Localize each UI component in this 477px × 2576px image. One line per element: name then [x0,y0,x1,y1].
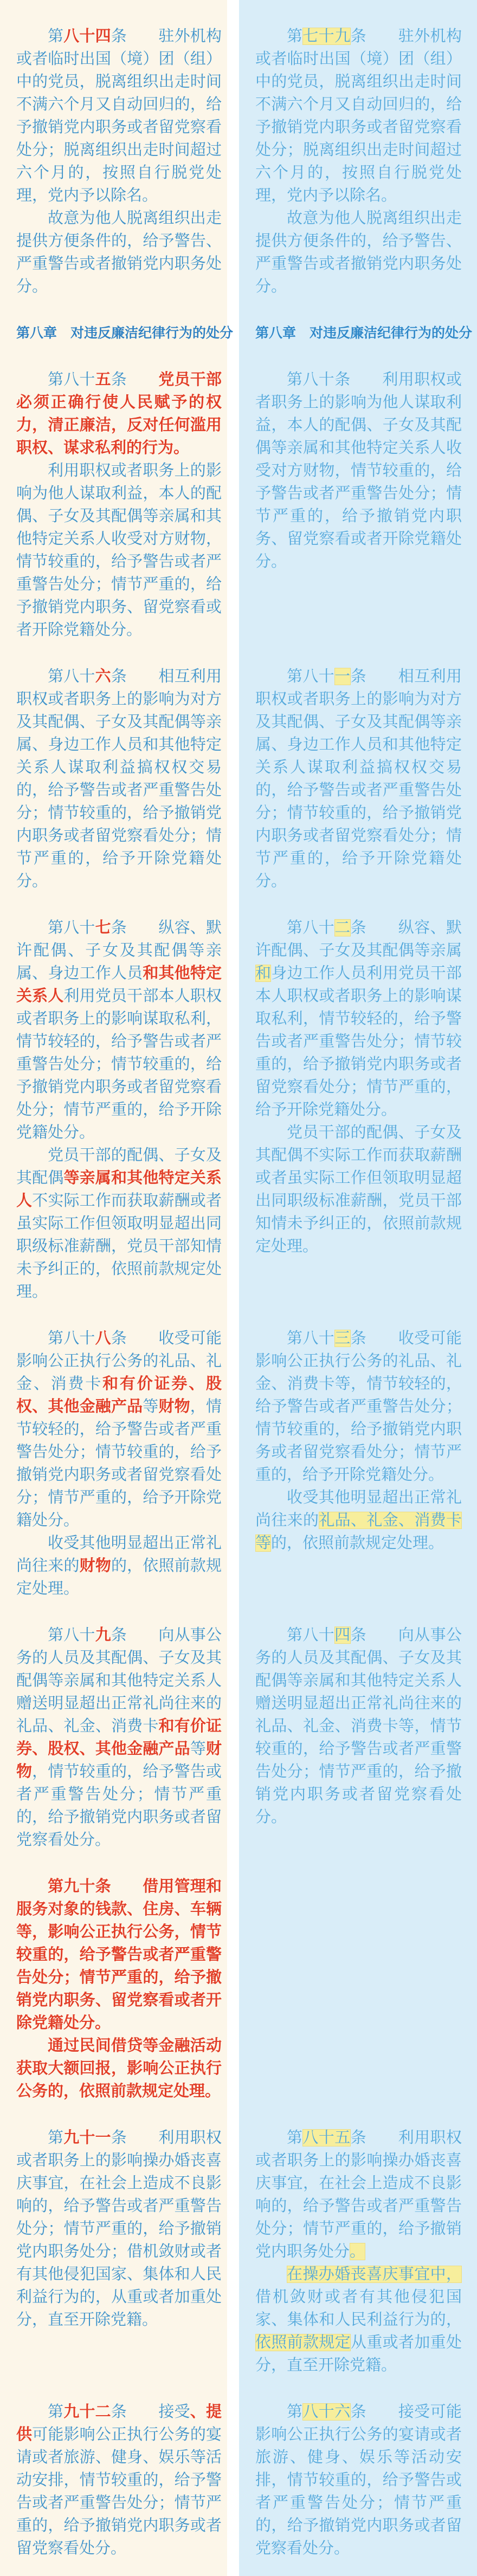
comparison-row [0,1875,477,2103]
text-segment: 第八十 [48,1627,95,1644]
article-81-old [239,665,477,893]
article-80-old [239,368,477,641]
text-segment: 九 [95,1627,111,1644]
text-segment: 八十五 [302,2129,351,2146]
article-paragraph [255,2126,462,2263]
text-segment: 九十一 [63,2129,111,2146]
article-92-new [0,2401,227,2560]
article-paragraph [255,2401,462,2560]
article-paragraph [16,916,222,1144]
text-segment: 第 [48,28,64,45]
text-segment: 条 向从事公务的人员及其配偶、子女及其配偶等亲属和其他特定关系人赠送明显超出正常礼尚往来的礼品、礼金、消费卡 [16,1627,222,1735]
text-segment: 的，依照前款规定处理。 [16,1557,222,1597]
article-paragraph [16,1327,222,1532]
text-segment: 第八十 [48,371,95,388]
left-cell [0,322,234,344]
article-87-new [0,916,227,1303]
article-85-old [239,2126,477,2377]
text-segment: 八 [95,1330,111,1347]
article-paragraph [255,207,462,298]
article-90-new [0,1875,227,2103]
comparison-row [0,665,477,893]
article-paragraph [16,368,222,459]
text-segment: 党员干部的配偶、子女及其配偶不实际工作而获取薪酬或者虽实际工作但领取明显超出同职级标准薪酬，党员干部知情未予纠正的，依照前款规定处理。 [255,1124,462,1255]
text-segment: 。 [350,2243,366,2260]
text-segment: 身边工作人员利用党员干部本人职权或者职务上的影响谋取私利，情节较轻的，给予警告或者严重警告处分；情节较重的，给予撤销党内职务或者留党察看处分；情节严重的，给予开除党籍处分。 [255,965,462,1118]
comparison-row [0,2126,477,2377]
text-segment: 和其他特定关系人 [16,965,222,1005]
article-paragraph [255,1121,462,1258]
text-segment: 第 [48,2129,64,2146]
text-segment: 五 [95,371,111,388]
text-segment: 条 收受可能影响公正执行公务的礼品、礼金、消费卡等，情节较轻的，给予警告或者严重警告处分；情节较重的，给予撤销党内职务或者留党察看处分；情节严重的，给予开除党籍处分。 [255,1330,462,1484]
text-segment: 第 [287,2129,303,2146]
article-paragraph [255,1624,462,1829]
text-segment: 第八十条 利用职权或者职务上的影响为他人谋取利益，本人的配偶、子女及其配偶等亲属和其他特定关系人收受对方财物，情节较重的，给予警告或者严重警告处分；情节严重的，给予撤销党内职务、留党察看或者开除党籍处分。 [255,371,462,570]
text-segment: 财物 [158,1398,190,1415]
comparison-row [0,1624,477,1851]
article-88-new [0,1327,227,1600]
text-segment: 和 [255,965,272,982]
comparison-row [0,25,477,298]
text-segment: 收受其他明显超出正常礼尚往来的 [255,1489,462,1529]
text-segment: 党员干部的配偶、子女及其配偶 [16,1147,222,1187]
text-segment: 在操办婚丧喜庆事宜中， [287,2266,462,2283]
text-segment: 第 [287,2403,303,2421]
text-segment: 条 驻外机构或者临时出国（境）团（组）中的党员，脱离组织出走时间不满六个月又自动回归的，给予撤销党内职务或者留党察看处分；脱离组织出走时间超过六个月的，按照自行脱党处理，党内予以除名。 [16,28,222,204]
text-segment: 不实际工作而获取薪酬或者虽实际工作但领取明显超出同职级标准薪酬，党员干部知情未予纠正的，依照前款规定处理。 [16,1192,222,1300]
right-cell [239,1875,477,2103]
text-segment: 第八十 [287,668,335,685]
article-paragraph [16,207,222,298]
text-segment: 、提供 [16,2403,222,2443]
text-segment: 依照前款规定 [255,2334,351,2351]
text-segment: 故意为他人脱离组织出走提供方便条件的，给予警告、严重警告或者撤销党内职务处分。 [16,210,222,295]
text-segment: 七 [95,919,111,936]
text-segment: 条 [111,371,159,388]
text-segment: 财物 [16,1740,222,1780]
text-segment: 七十九 [302,28,351,45]
text-segment: 借机敛财或者有其他侵犯国家、集体和人民利益行为的， [255,2288,462,2328]
article-paragraph [16,2034,222,2103]
text-segment: 条 驻外机构或者临时出国（境）团（组）中的党员，脱离组织出走时间不满六个月又自动回归的，给予撤销党内职务或者留党察看处分；脱离组织出走时间超过六个月的，按照自行脱党处理，党内予以除名。 [255,28,462,204]
text-segment: 条 纵容、默许配偶、子女及其配偶等亲属、身边工作人员 [16,919,222,982]
text-segment: 条 接受可能影响公正执行公务的宴请或者旅游、健身、娱乐等活动安排，情节较重的，给予警告或者严重警告处分；情节严重的，给予撤销党内职务或者留党察看处分。 [255,2403,462,2557]
text-segment: 四 [334,1627,351,1644]
text-segment: 第八十 [287,1330,335,1347]
article-paragraph [255,1327,462,1486]
text-segment: 等 [190,1740,206,1758]
chapter-heading: 第八章 对违反廉洁纪律行为的处分 [255,326,473,341]
text-segment: 条 向从事公务的人员及其配偶、子女及其配偶等亲属和其他特定关系人赠送明显超出正常礼尚往来的礼品、礼金、消费卡等，情节较重的，给予警告或者严重警告处分；情节严重的，给予撤销党内职务或者留党察看处分。 [255,1627,462,1826]
article-91-new [0,2126,227,2377]
text-segment: 党员干部必须正确行使人民赋予的权力，清正廉洁，反对任何滥用职权、谋求私利的行为。 [16,371,222,457]
comparison-row [0,1327,477,1600]
text-segment: 的，依照前款规定处理。 [271,1534,444,1552]
article-paragraph [255,1486,462,1554]
text-segment: 第八十 [48,919,95,936]
article-paragraph [16,665,222,893]
article-paragraph [255,916,462,1121]
text-segment: 和有价证券、股权、其他金融产品 [16,1718,222,1758]
text-segment: 八十六 [302,2403,351,2421]
article-paragraph [255,25,462,207]
article-paragraph [255,2263,462,2377]
text-segment: 条 纵容、默许配偶、子女及其配偶等亲属 [255,919,462,959]
article-paragraph [255,665,462,893]
text-segment: 第 [287,28,303,45]
article-paragraph [16,1875,222,2034]
text-segment: 三 [334,1330,351,1347]
text-segment: 第 [48,2403,64,2421]
article-paragraph [16,1624,222,1851]
article-84-new [0,25,227,298]
article-89-new [0,1624,227,1851]
article-83-old [239,1327,477,1600]
text-segment: 条 相互利用职权或者职务上的影响为对方及其配偶、子女及其配偶等亲属、身边工作人员和其他特定关系人谋取利益搞权权交易的，给予警告或者严重警告处分；情节较重的，给予撤销党内职务或者留党察看处分；情节严重的，给予开除党籍处分。 [255,668,462,890]
text-segment: 等亲属和其他特定关系人 [16,1169,222,1209]
article-paragraph [16,459,222,641]
article-paragraph [16,1532,222,1600]
text-segment: 第九十条 借用管理和服务对象的钱款、住房、车辆等，影响公正执行公务，情节较重的，给予警告或者严重警告处分；情节严重的，给予撤销党内职务、留党察看或者开除党籍处分。 [16,1878,222,2032]
comparison-row [0,916,477,1303]
article-84-old [239,1624,477,1851]
text-segment: 利用党员干部本人职权或者职务上的影响谋取私利，情节较轻的，给予警告或者严重警告处分；情节较重的，给予撤销党内职务或者留党察看处分；情节严重的，给予开除党籍处分。 [16,987,222,1141]
text-segment: 九十二 [63,2403,111,2421]
text-segment: 六 [95,668,111,685]
right-cell [239,322,477,344]
text-segment: 利用职权或者职务上的影响为他人谋取利益，本人的配偶、子女及其配偶等亲属和其他特定关系人收受对方财物，情节较重的，给予警告或者严重警告处分；情节严重的，给予撤销党内职务、留党察看或者开除党籍处分。 [16,462,222,639]
text-segment: ，情节较轻的，给予警告或者严重警告处分；情节较重的，给予撤销党内职务或者留党察看处分；情节严重的，给予开除党籍处分。 [16,1398,222,1529]
text-segment: 第八十 [48,1330,95,1347]
text-segment: 礼品、礼金、消费卡等 [255,1512,462,1552]
comparison-row [0,368,477,641]
text-segment: 一 [334,668,351,685]
comparison-row [0,322,477,344]
text-segment: 从重或者加重处分，直至开除党籍。 [255,2334,462,2374]
article-paragraph [16,2401,222,2560]
chapter-heading: 第八章 对违反廉洁纪律行为的处分 [16,326,234,341]
text-segment: 第八十 [48,668,95,685]
text-segment: 可能影响公正执行公务的宴请或者旅游、健身、娱乐等活动安排，情节较重的，给予警告或者严重警告处分；情节严重的，给予撤销党内职务或者留党察看处分。 [16,2426,222,2557]
text-segment: 二 [334,919,351,936]
text-segment: 条 相互利用职权或者职务上的影响为对方及其配偶、子女及其配偶等亲属、身边工作人员和其他特定关系人谋取利益搞权权交易的，给予警告或者严重警告处分；情节较重的，给予撤销党内职务或者留党察看处分；情节严重的，给予开除党籍处分。 [16,668,222,890]
text-segment: ，情节较重的，给予警告或者严重警告处分；情节严重的，给予撤销党内职务或者留党察看处分。 [16,1763,222,1849]
text-segment: 等 [143,1398,159,1415]
article-85-new [0,368,227,641]
text-segment: 第八十 [287,919,335,936]
comparison-row [0,2401,477,2560]
article-82-old [239,916,477,1303]
article-paragraph [16,25,222,207]
text-segment: 通过民间借贷等金融活动获取大额回报，影响公正执行公务的，依照前款规定处理。 [16,2037,222,2100]
text-segment: 条 收受可能影响公正执行公务的礼品、礼金、消费卡 [16,1330,222,1393]
article-paragraph [16,2126,222,2331]
text-segment: 条 利用职权或者职务上的影响操办婚丧喜庆事宜，在社会上造成不良影响的，给予警告或者严重警告处分；情节严重的，给予撤销党内职务处分；借机敛财或者有其他侵犯国家、集体和人民利益行为的，从重或者加重处分，直至开除党籍。 [16,2129,222,2328]
text-segment: 和有价证券、股权、其他金融产品 [16,1375,222,1415]
text-segment: 条 利用职权或者职务上的影响操办婚丧喜庆事宜，在社会上造成不良影响的，给予警告或者严重警告处分；情节严重的，给予撤销党内职务处分 [255,2129,462,2260]
article-86-old [239,2401,477,2560]
text-segment: 故意为他人脱离组织出走提供方便条件的，给予警告、严重警告或者撤销党内职务处分。 [255,210,462,295]
text-segment: 财物 [79,1557,111,1575]
text-segment: 八十四 [63,28,111,45]
article-paragraph [255,368,462,573]
article-paragraph [16,1144,222,1303]
text-segment: 第八十 [287,1627,335,1644]
text-segment: 收受其他明显超出正常礼尚往来的 [16,1534,222,1575]
article-86-new [0,665,227,893]
article-79-old [239,25,477,298]
text-segment: 条 接受 [111,2403,190,2421]
